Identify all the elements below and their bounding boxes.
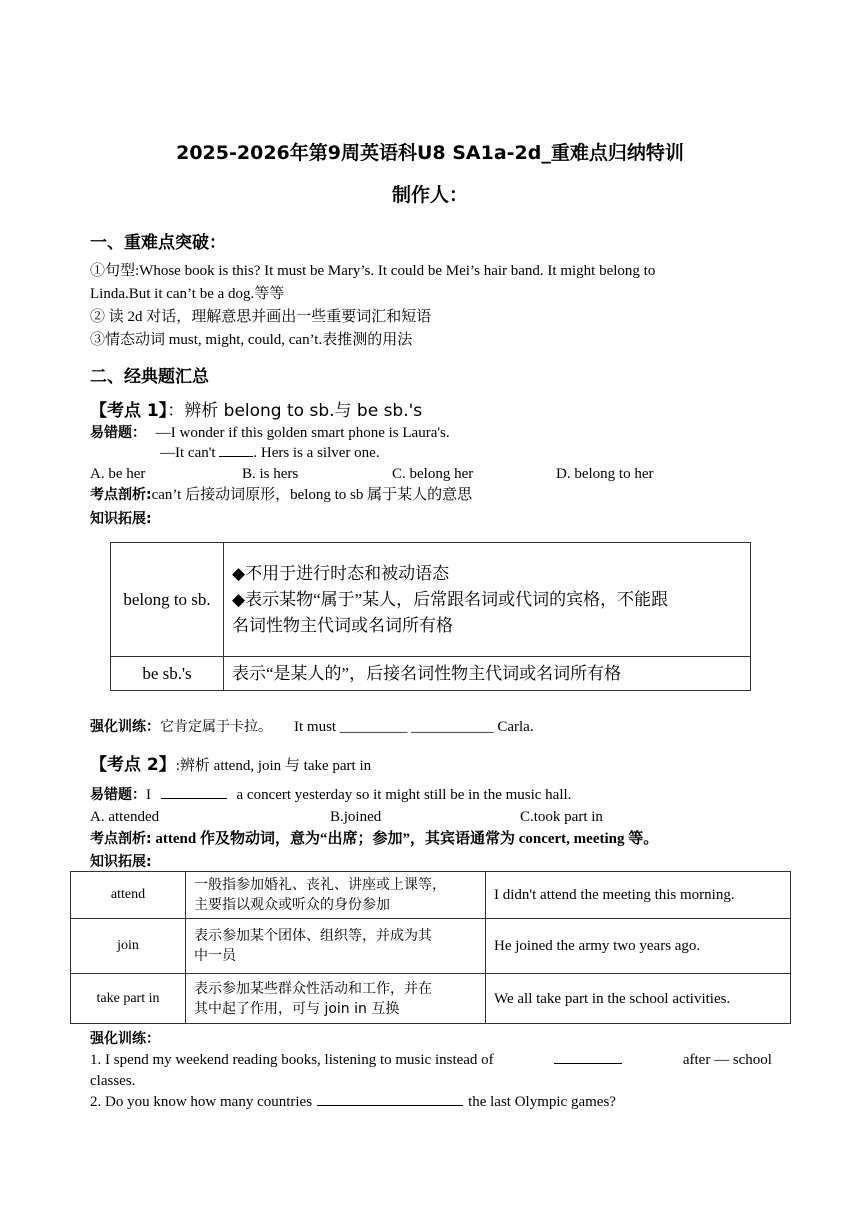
kp1-term-be: be sb.'s: [142, 663, 192, 683]
kp1-question-line2-a: —It can't: [160, 445, 220, 461]
kp1-practice-label: 强化训练：: [90, 719, 160, 735]
kp1-heading: [90, 396, 422, 421]
kp1-question-line2-b: . Hers is a silver one.: [253, 445, 380, 461]
section1-item1-line2: Linda.But it can’t be a dog.等等: [90, 286, 285, 302]
kp1-option-b: B. is hers: [242, 466, 299, 482]
kp2-desc-cell: [186, 974, 486, 1024]
kp1-heading-bracket: 【考点 1】: [90, 401, 168, 421]
kp2-term-cell: [71, 974, 186, 1024]
kp1-analysis-label: 考点剖析:: [90, 487, 152, 503]
kp1-desc-cell: [224, 543, 751, 657]
kp1-question-line1: —I wonder if this golden smart phone is Laura's.: [155, 425, 450, 441]
kp2-analysis: [90, 828, 658, 850]
kp2-example-take-part-in: We all take part in the school activities.: [494, 990, 731, 1007]
table-row: [111, 543, 751, 657]
kp1-question-line2: [160, 442, 380, 464]
kp2-desc-line: 主要指以观众或听众的身份参加: [194, 897, 390, 913]
section1-item3: ③情态动词 must, might, could, can’t.表推测的用法: [90, 332, 413, 348]
kp2-term-cell: [71, 872, 186, 919]
kp2-desc-line: 其中起了作用，可与 join in 互换: [194, 1000, 400, 1017]
kp1-analysis-text: can’t 后接动词原形，belong to sb 属于某人的意思: [151, 487, 473, 503]
kp2-example-cell: [486, 919, 791, 974]
kp1-term-belong: belong to sb.: [123, 589, 211, 609]
table-row: [71, 872, 791, 919]
kp1-desc-line: ◆表示某物“属于”某人，后常跟名词或代词的宾格，不能跟: [232, 589, 669, 609]
kp2-desc-line: 中一员: [194, 948, 236, 964]
kp2-heading: [90, 750, 371, 775]
kp2-table: [70, 871, 791, 1024]
kp2-analysis-text: attend 作及物动词，意为“出席；参加”，其宾语通常为 concert, meeting 等。: [151, 831, 659, 847]
kp2-question-b: a concert yesterday so it might still be in the music hall.: [232, 787, 572, 803]
kp2-desc-line: 表示参加某个团体、组织等，并成为其: [194, 928, 432, 944]
kp2-heading-rest: :辨析 attend, join 与 take part in: [175, 758, 372, 774]
kp2-practice-2-a: 2. Do you know how many countries: [90, 1094, 313, 1110]
table-row: [111, 657, 751, 691]
kp2-option-c: C.took part in: [520, 809, 603, 825]
kp2-example-cell: [486, 872, 791, 919]
kp1-practice-en: It must _________ ___________ Carla.: [294, 719, 534, 735]
kp1-practice-cn: 它肯定属于卡拉。: [160, 719, 272, 735]
kp2-term-take-part-in: take part in: [96, 990, 160, 1006]
section2-heading: 二、经典题汇总: [90, 367, 209, 387]
kp2-option-a: A. attended: [90, 809, 160, 825]
kp2-practice-1-blank: [554, 1049, 622, 1064]
kp1-option-a: A. be her: [90, 466, 146, 482]
kp2-desc-cell: [186, 919, 486, 974]
kp1-error-line1: [90, 422, 450, 444]
kp1-answer-blank: [219, 442, 253, 457]
kp2-desc-cell: [186, 872, 486, 919]
document-title: 2025-2026年第9周英语科U8 SA1a-2d_重难点归纳特训: [176, 142, 684, 164]
author-line: 制作人：: [391, 184, 468, 206]
kp2-practice-label: 强化训练：: [90, 1031, 160, 1047]
kp2-error-label: 易错题：: [90, 787, 146, 803]
kp1-extension-label: 知识拓展:: [90, 511, 152, 527]
kp1-desc-line: 名词性物主代词或名词所有格: [232, 615, 453, 635]
kp2-heading-bracket: 【考点 2】: [90, 755, 176, 775]
kp1-heading-rest: ：辨析 belong to sb.与 be sb.'s: [167, 401, 423, 421]
section1-heading: 一、重难点突破：: [90, 233, 226, 253]
kp2-answer-blank: [161, 784, 227, 799]
kp1-table: [110, 542, 751, 691]
kp1-practice: [90, 716, 534, 738]
kp2-term-attend: attend: [110, 887, 146, 902]
kp2-desc-line: 表示参加某些群众性活动和工作，并在: [194, 980, 432, 997]
kp2-error-line: [90, 784, 571, 806]
table-row: [71, 919, 791, 974]
kp2-question-a: I: [146, 787, 155, 803]
kp2-practice-2-blank: [317, 1091, 463, 1106]
kp1-desc-line: 表示“是某人的”，后接名词性物主代词或名词所有格: [232, 663, 622, 683]
kp2-extension-label: 知识拓展:: [90, 854, 152, 870]
section1-item1-line1: ①句型:Whose book is this? It must be Mary’s. It could be Mei’s hair band. It might belong to: [90, 263, 656, 279]
kp2-example-attend: I didn't attend the meeting this morning.: [494, 887, 735, 903]
table-row: [71, 974, 791, 1024]
kp1-desc-line: ◆不用于进行时态和被动语态: [232, 563, 450, 583]
kp1-analysis: [90, 484, 472, 506]
kp1-term-cell: [111, 543, 224, 657]
kp2-practice-1-c: classes.: [90, 1073, 136, 1089]
section1-item2: ② 读 2d 对话，理解意思并画出一些重要词汇和短语: [90, 309, 432, 325]
kp1-error-label: 易错题：: [90, 425, 146, 441]
kp2-practice-1-a: 1. I spend my weekend reading books, listening to music instead of: [90, 1052, 494, 1068]
kp1-option-d: D. belong to her: [556, 466, 654, 482]
kp2-practice-1-b: after — school: [682, 1052, 772, 1068]
kp2-term-cell: [71, 919, 186, 974]
kp1-desc-cell: [224, 657, 751, 691]
kp2-practice-2-b: the last Olympic games?: [468, 1094, 616, 1110]
kp1-option-c: C. belong her: [392, 466, 474, 482]
kp2-example-join: He joined the army two years ago.: [494, 938, 701, 954]
kp2-practice-2: [90, 1091, 616, 1113]
kp2-desc-line: 一般指参加婚礼、丧礼、讲座或上课等，: [194, 877, 446, 893]
kp2-option-b: B.joined: [330, 809, 382, 825]
kp2-term-join: join: [117, 938, 139, 953]
kp2-practice-1: [90, 1049, 772, 1071]
kp2-analysis-label: 考点剖析:: [90, 831, 152, 847]
kp2-example-cell: [486, 974, 791, 1024]
kp1-term-cell: [111, 657, 224, 691]
